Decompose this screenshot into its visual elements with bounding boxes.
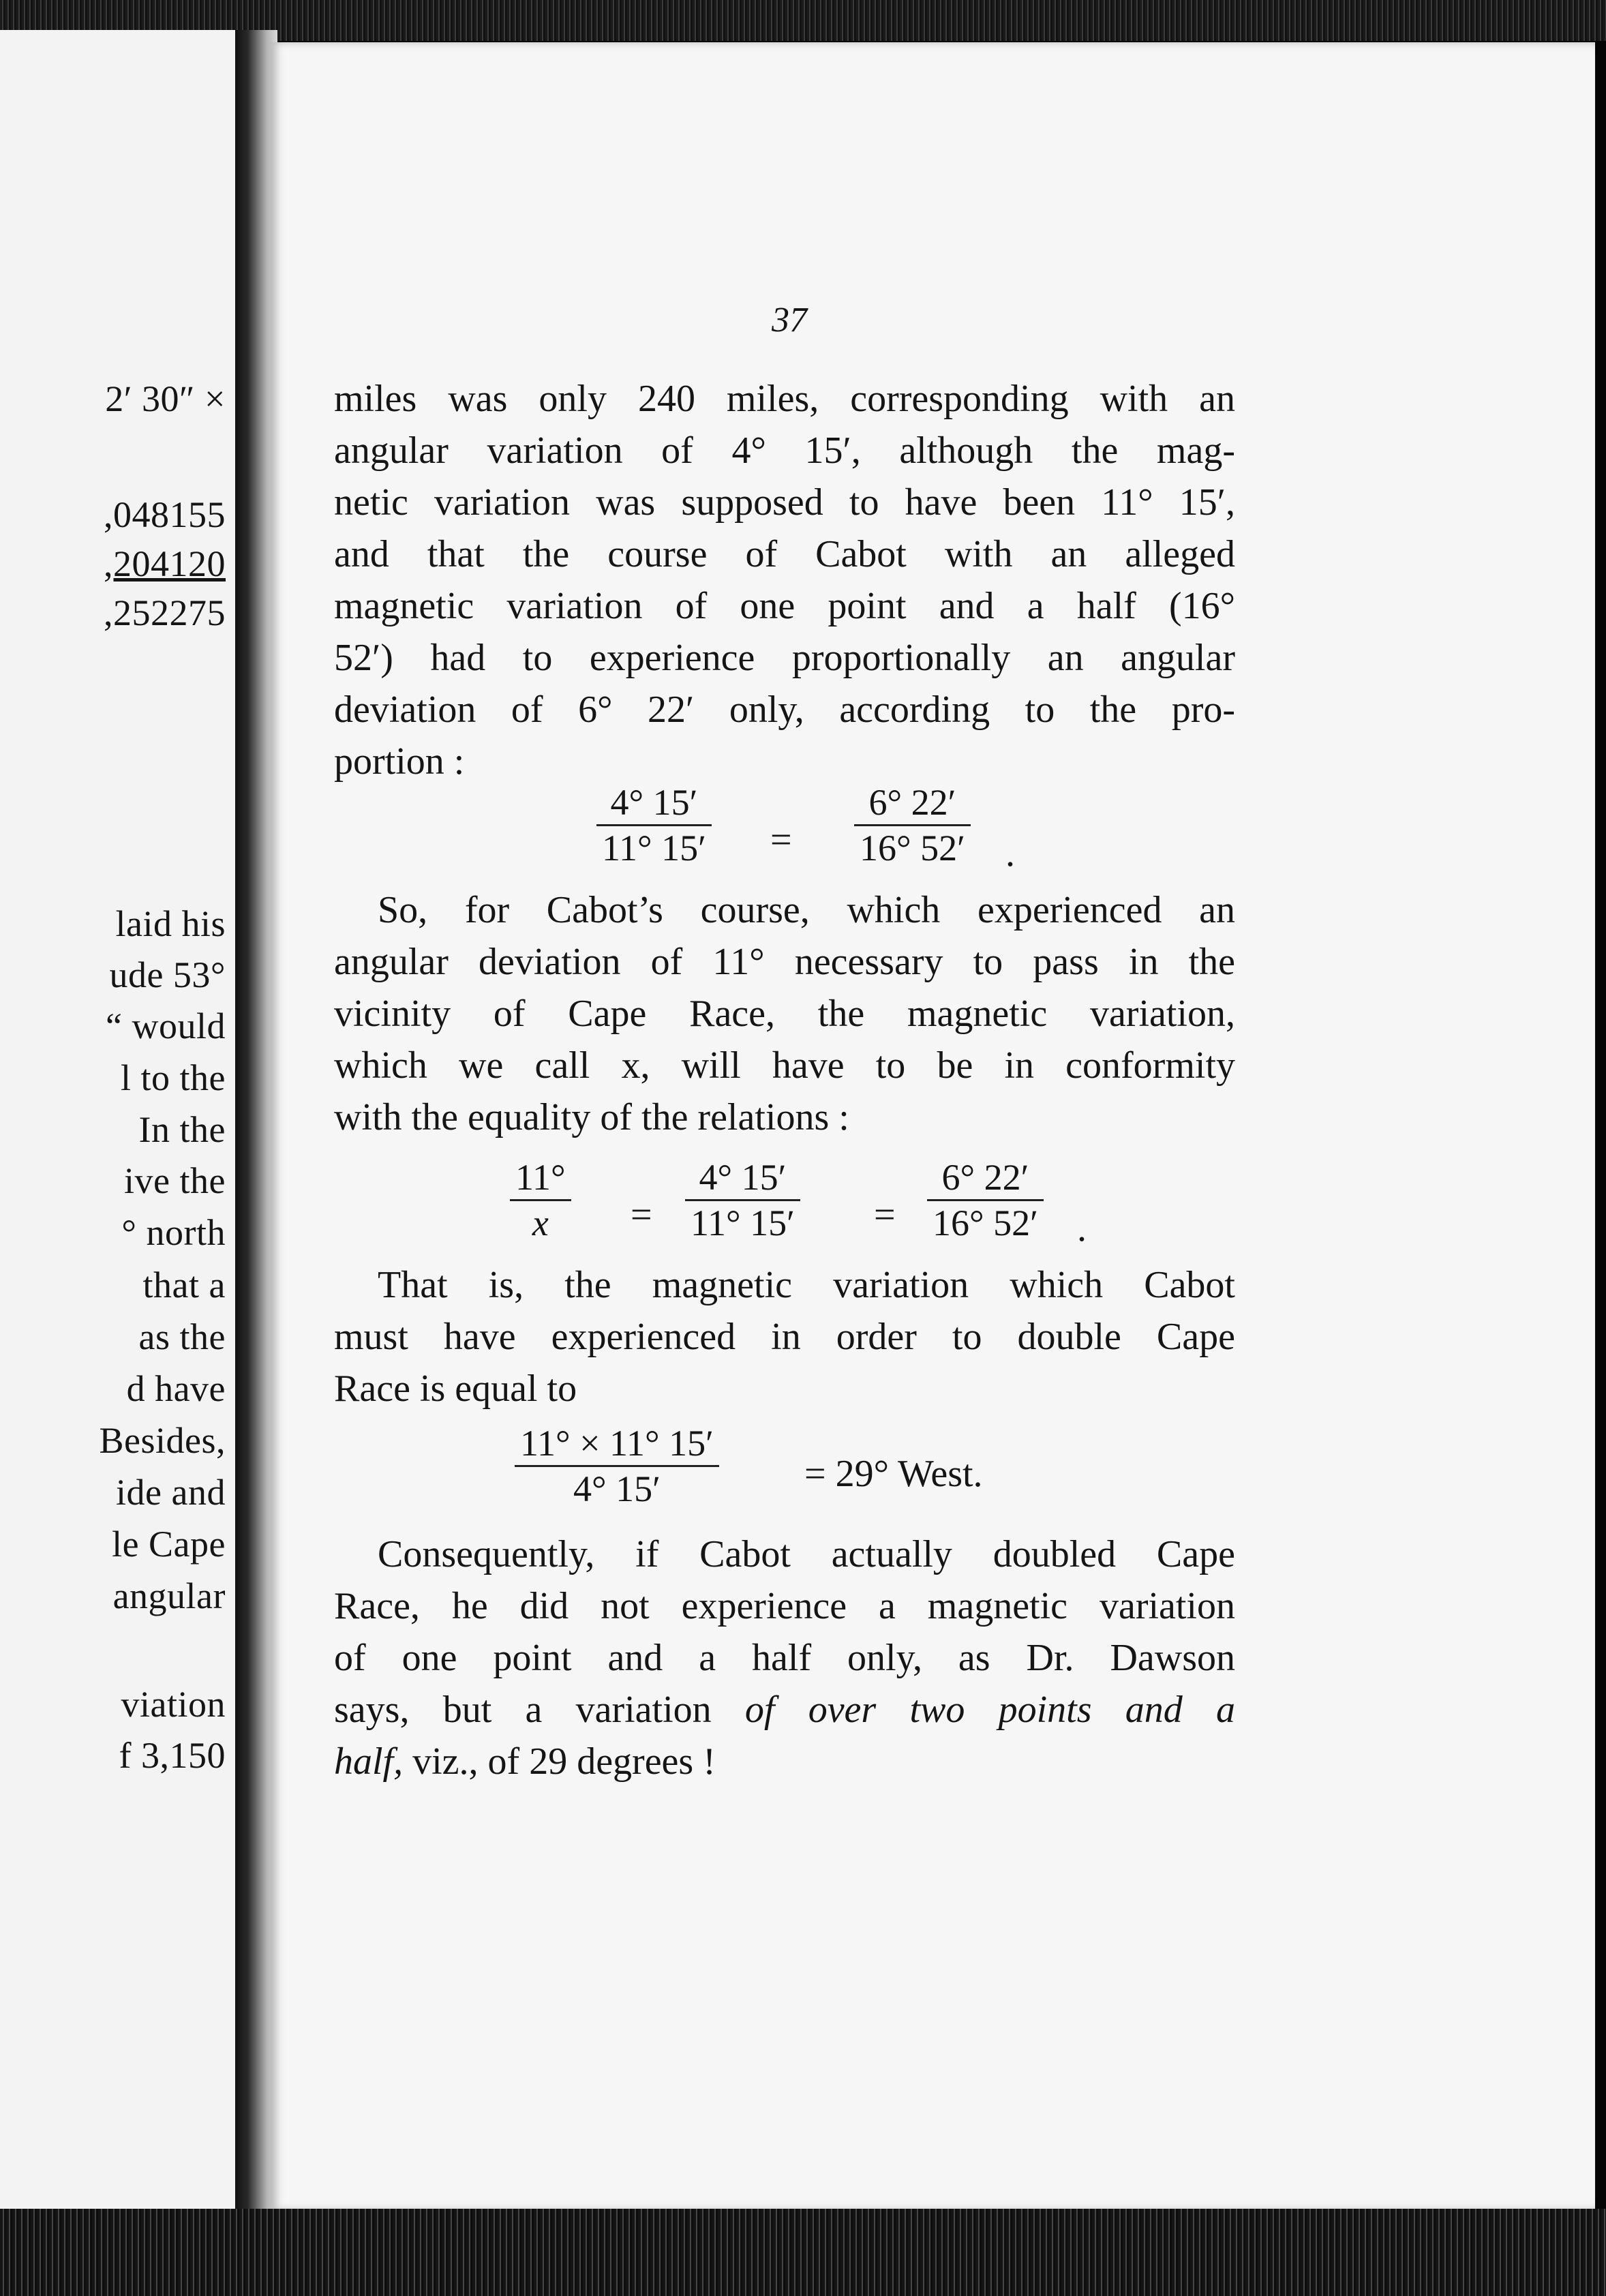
period: .: [1077, 1207, 1087, 1250]
left-fragment: 2′ 30″ ×: [105, 378, 226, 419]
text-line: vicinity of Cape Race, the magnetic variation,: [334, 993, 1235, 1035]
numerator: 11° × 11° 15′: [520, 1423, 714, 1464]
left-fragment: ,252275: [104, 592, 226, 633]
left-fragment: l to the: [121, 1057, 226, 1098]
italic-span: of over two points and a: [744, 1689, 1236, 1731]
numerator: 4° 15′: [610, 782, 698, 823]
left-fragment: ude 53°: [109, 954, 226, 995]
left-fragment: ide and: [116, 1472, 226, 1513]
fraction: [927, 1155, 1044, 1245]
text-line: deviation of 6° 22′ only, according to the pro-: [334, 689, 1235, 731]
left-fragment: angular: [112, 1575, 226, 1616]
text-line: must have experienced in order to double Cape: [334, 1316, 1235, 1358]
numerator: 4° 15′: [699, 1157, 787, 1198]
text-line: That is, the magnetic variation which Cabot: [378, 1264, 1235, 1306]
text-line: netic variation was supposed to have been 11° 15′,: [334, 481, 1235, 524]
text-line: angular deviation of 11° necessary to pass in the: [334, 941, 1235, 983]
left-fragment: f 3,150: [119, 1735, 226, 1776]
left-fragment: viation: [121, 1684, 226, 1725]
italic-span: half,: [334, 1740, 404, 1783]
numerator: 11°: [515, 1157, 566, 1198]
text-line: So, for Cabot’s course, which experienced an: [378, 889, 1235, 931]
text-line: and that the course of Cabot with an alleged: [334, 533, 1235, 575]
left-fragment: “ would: [106, 1006, 226, 1046]
left-fragment: laid his: [115, 903, 226, 944]
numerator: 6° 22′: [941, 1157, 1029, 1198]
left-fragment: Besides,: [99, 1420, 226, 1461]
denominator: 4° 15′: [573, 1468, 661, 1509]
denominator: 16° 52′: [933, 1203, 1038, 1243]
text-line: Race is equal to: [334, 1368, 577, 1410]
text-line: [334, 1738, 1235, 1785]
text-line: 52′) had to experience proportionally an angular: [334, 637, 1235, 679]
result-value: = 29° West.: [804, 1453, 983, 1495]
left-fragment: In the: [138, 1109, 226, 1150]
left-fragment: le Cape: [112, 1524, 226, 1565]
fraction: [596, 781, 712, 870]
fraction: [515, 1421, 719, 1511]
period: .: [1005, 832, 1015, 875]
text-line: [334, 1686, 1235, 1734]
text-line: Race, he did not experience a magnetic variation: [334, 1585, 1235, 1627]
left-fragment: ° north: [121, 1212, 226, 1253]
left-fragment: as the: [138, 1316, 226, 1357]
equals-sign: =: [874, 1194, 896, 1236]
text-line: Consequently, if Cabot actually doubled Cape: [378, 1533, 1235, 1575]
left-fragment: d have: [126, 1368, 226, 1409]
text-line: portion :: [334, 740, 465, 783]
text-span: viz., of 29 degrees !: [403, 1740, 716, 1783]
text-line: angular variation of 4° 15′, although the mag-: [334, 429, 1235, 472]
fraction: [685, 1155, 800, 1245]
equals-sign: =: [770, 819, 792, 861]
fraction: [510, 1155, 571, 1245]
denominator: 11° 15′: [602, 828, 706, 868]
scan-border-bottom: [0, 2209, 1606, 2296]
left-fragment: that a: [142, 1265, 226, 1305]
left-fragment: ,048155: [104, 494, 226, 535]
denominator: 11° 15′: [691, 1203, 795, 1243]
text-line: miles was only 240 miles, corresponding with an: [334, 378, 1235, 420]
fraction: [854, 781, 971, 870]
denominator: 16° 52′: [860, 828, 965, 868]
text-line: magnetic variation of one point and a half (16°: [334, 585, 1235, 627]
numerator: 6° 22′: [868, 782, 956, 823]
page-number: 37: [772, 301, 807, 339]
text-line: which we call x, will have to be in conformity: [334, 1044, 1235, 1087]
text-line: of one point and a half only, as Dr. Dawson: [334, 1637, 1235, 1679]
equals-sign: =: [631, 1194, 652, 1236]
text-span: says, but a variation: [334, 1689, 745, 1731]
page-edge-shadow: [1595, 41, 1606, 2212]
left-fragment: ive the: [124, 1160, 226, 1201]
left-fragment: ,204120: [104, 543, 226, 584]
denominator: x: [532, 1203, 549, 1243]
text-line: with the equality of the relations :: [334, 1096, 849, 1138]
facing-page-left: [0, 30, 235, 2215]
